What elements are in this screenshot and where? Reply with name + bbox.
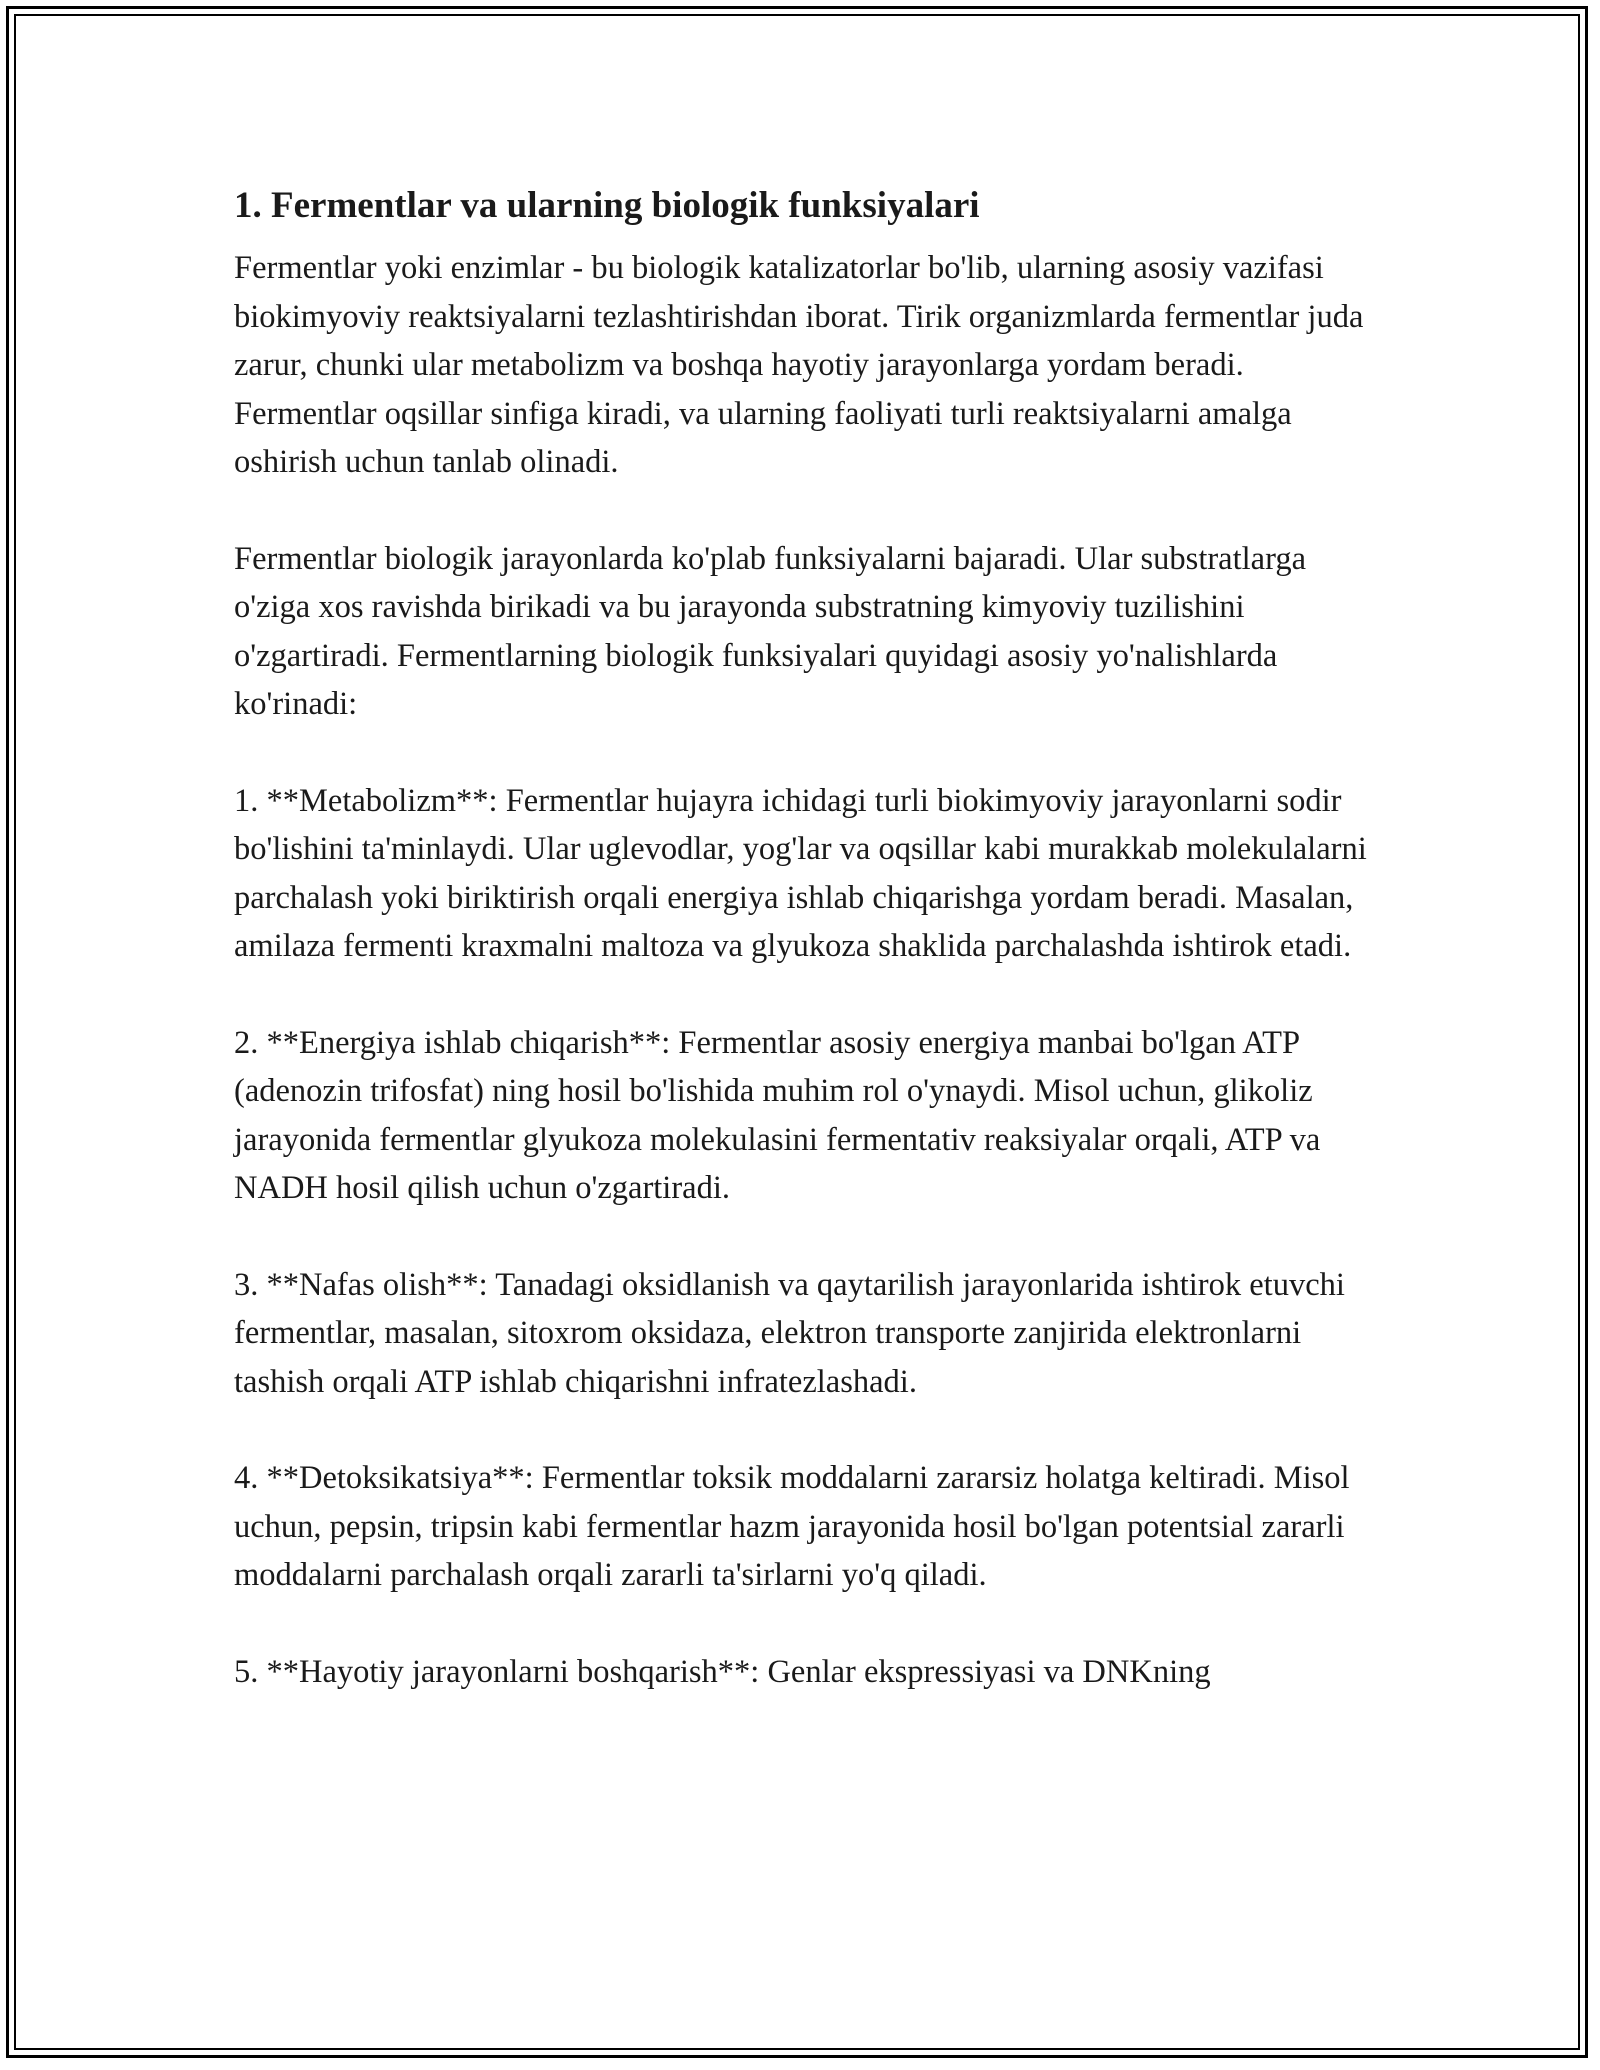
list-item-metabolism: 1. **Metabolizm**: Fermentlar hujayra ichidagi turli biokimyoviy jarayonlarni sodir bo'lishini ta'minlaydi. Ular uglevodlar, yog'lar va oqsillar kabi murakkab molekulalarni parchalash yoki biriktirish orqali energiya ishlab chiqarishga yordam beradi. Masalan, amilaza fermenti kraxmalni maltoza va glyukoza shaklida parchalashda ishtirok etadi. xyxy=(234,782,1367,964)
list-item-detoxification: 4. **Detoksikatsiya**: Fermentlar toksik moddalarni zararsiz holatga keltiradi. Misol uchun, pepsin, tripsin kabi fermentlar hazm jarayonida hosil bo'lgan potentsial zararli moddalarni parchalash orqali zararli ta'sirlarni yo'q qiladi. xyxy=(234,1460,1350,1593)
functions-overview-paragraph: Fermentlar biologik jarayonlarda ko'plab funksiyalarni bajaradi. Ular substratlarga o'ziga xos ravishda birikadi va bu jarayonda substratning kimyoviy tuzilishini o'zgartiradi. Fermentlarning biologik funksiyalari quyidagi asosiy yo'nalishlarda ko'rinadi: xyxy=(234,540,1306,722)
list-item-respiration: 3. **Nafas olish**: Tanadagi oksidlanish va qaytarilish jarayonlarida ishtirok etuvchi fermentlar, masalan, sitoxrom oksidaza, elektron transporte zanjirida elektronlarni tashish orqali ATP ishlab chiqarishni infratezlashadi. xyxy=(234,1266,1345,1400)
list-item-life-process-regulation: 5. **Hayotiy jarayonlarni boshqarish**: Genlar ekspressiyasi va DNKning xyxy=(234,1653,1211,1690)
intro-paragraph: Fermentlar yoki enzimlar - bu biologik katalizatorlar bo'lib, ularning asosiy vazifasi biokimyoviy reaktsiyalarni tezlashtirishdan iborat. Tirik organizmlarda fermentlar juda zarur, chunki ular metabolizm va boshqa hayotiy jarayonlarga yordam beradi. Fermentlar oqsillar sinfiga kiradi, va ularning faoliyati turli reaktsiyalarni amalga oshirish uchun tanlab olinadi. xyxy=(234,250,1364,480)
document-content xyxy=(234,182,1374,1744)
list-item-energy-production: 2. **Energiya ishlab chiqarish**: Fermentlar asosiy energiya manbai bo'lgan ATP (adenozin trifosfat) ning hosil bo'lishida muhim rol o'ynaydi. Misol uchun, glikoliz jarayonida fermentlar glyukoza molekulasini fermentativ reaksiyalar orqali, ATP va NADH hosil qilish uchun o'zgartiradi. xyxy=(234,1024,1321,1206)
section-heading: 1. Fermentlar va ularning biologik funksiyalari xyxy=(234,185,980,226)
